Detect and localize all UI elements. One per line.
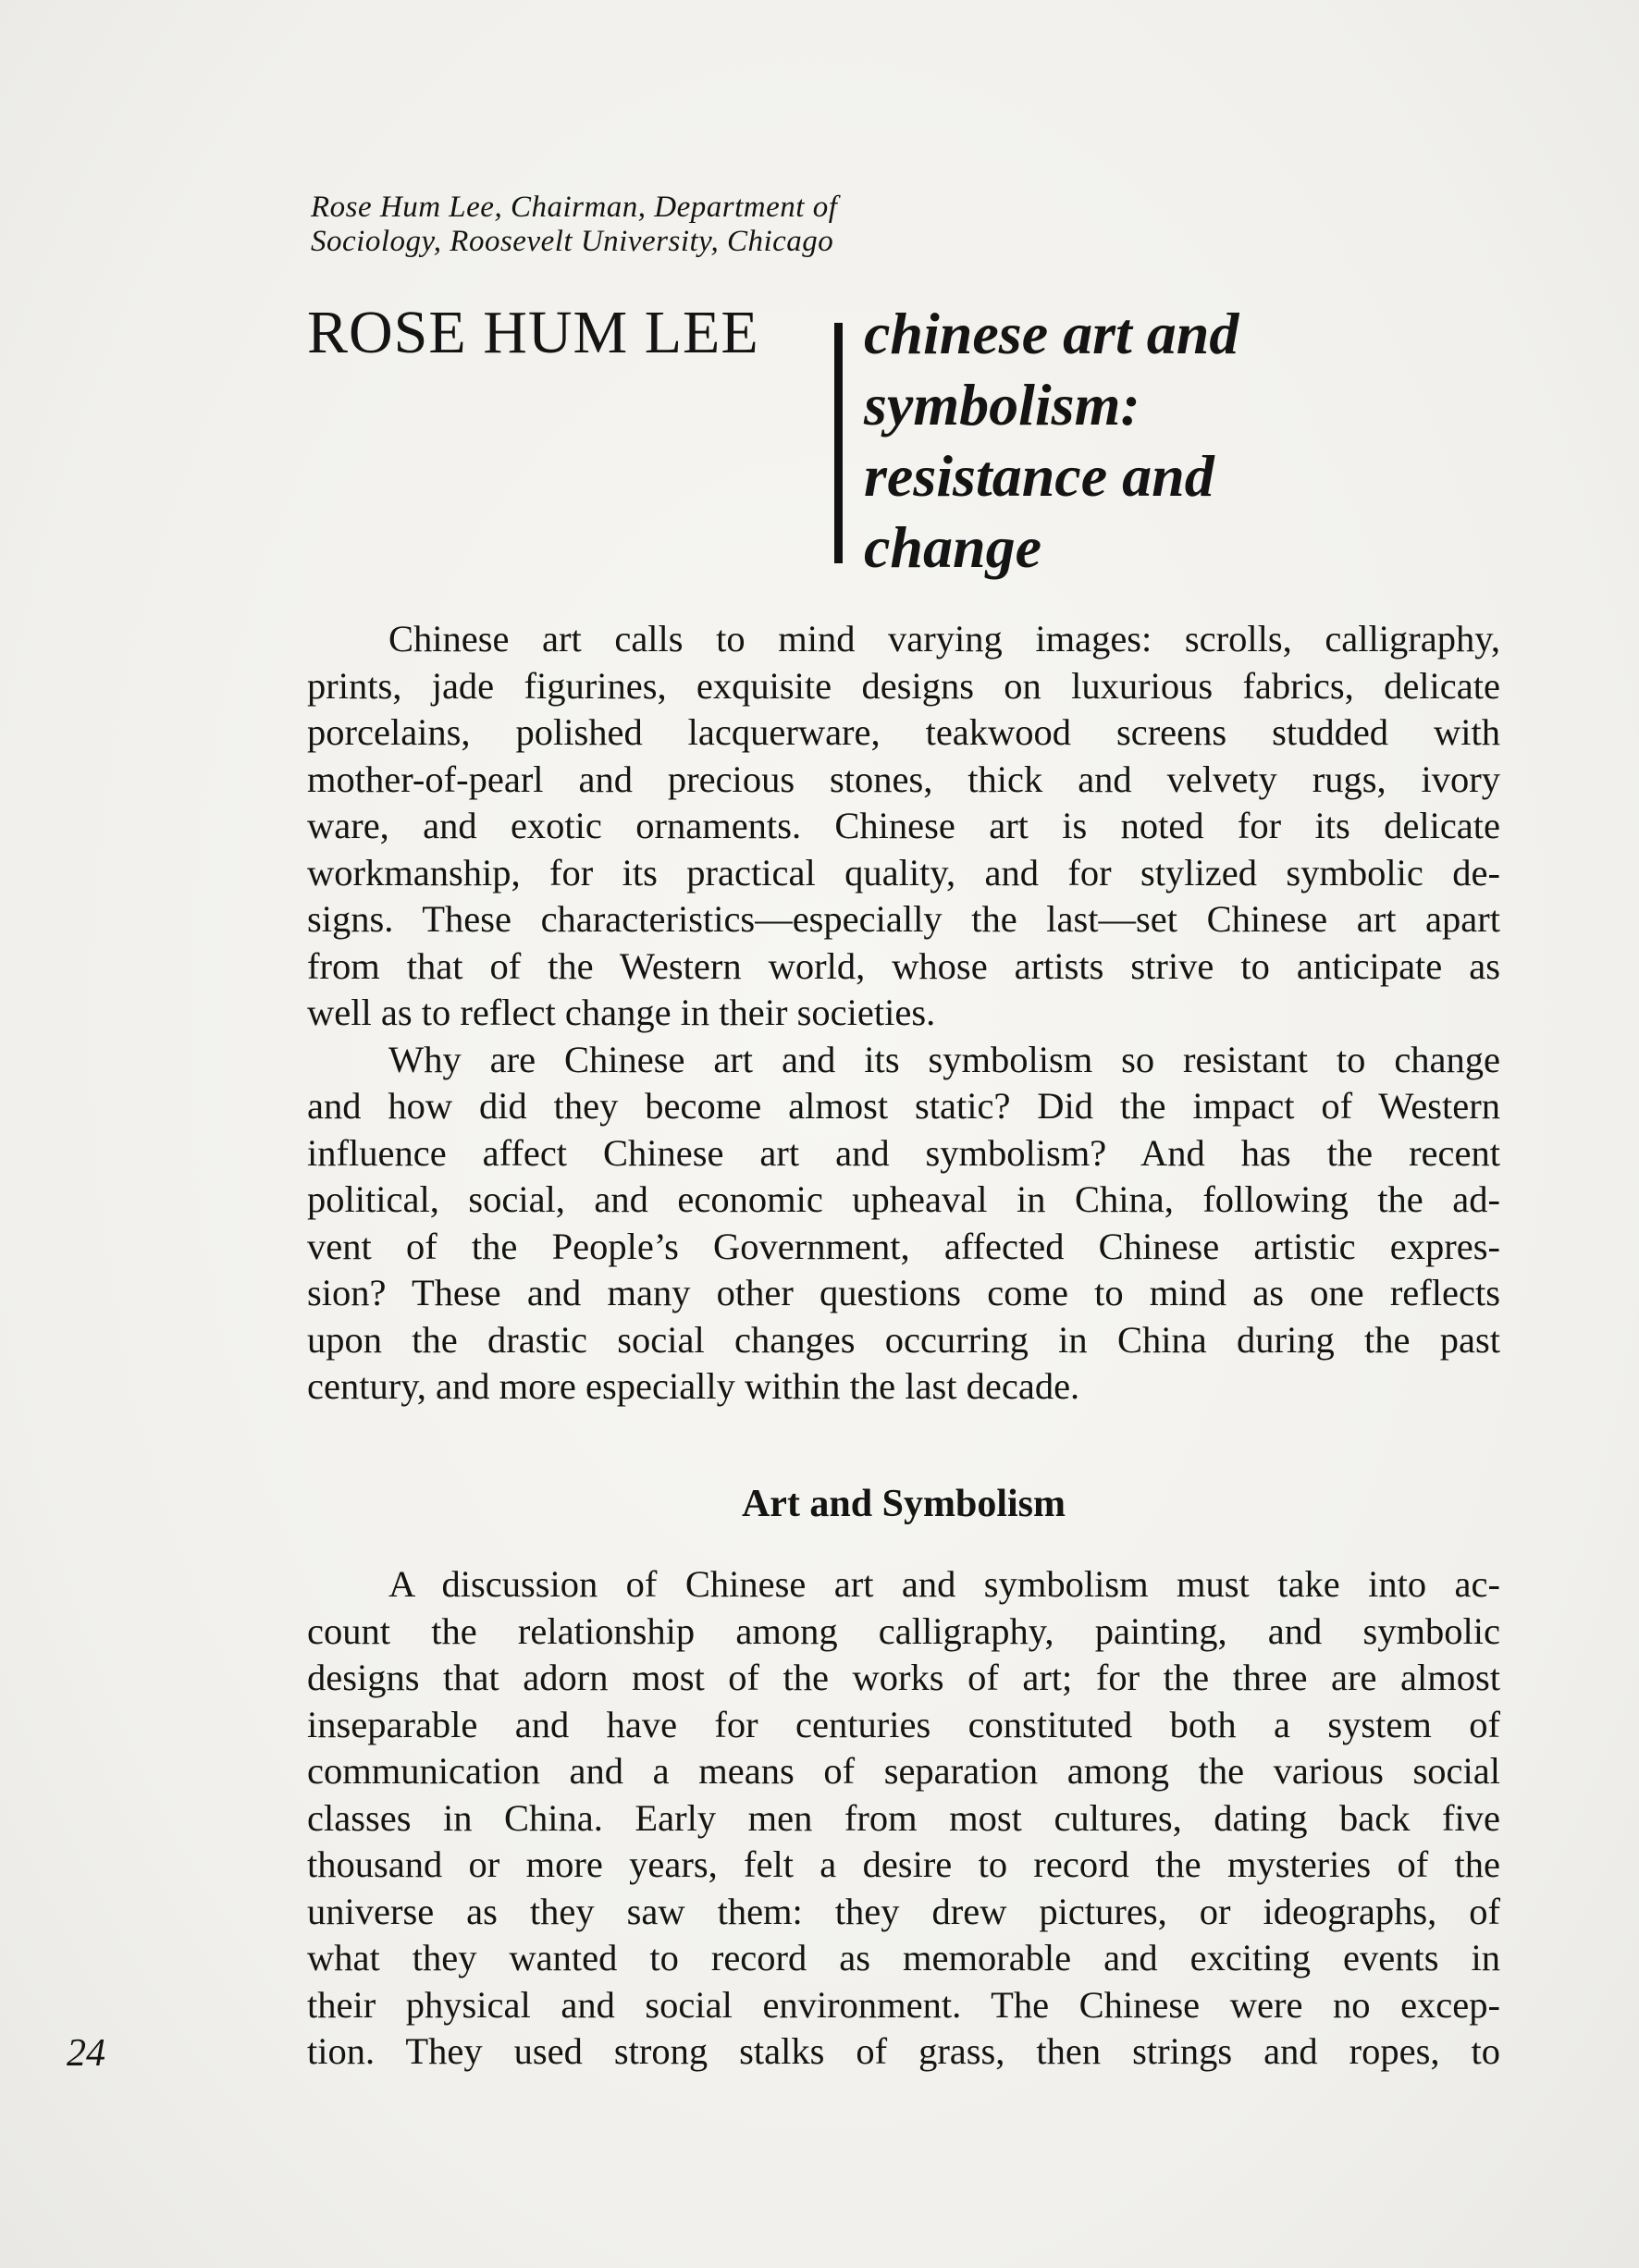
text-line: universe as they saw them: they drew pictures, or ideographs, of — [307, 1890, 1500, 1932]
text-line: prints, jade figurines, exquisite designs on luxurious fabrics, delicate — [307, 664, 1500, 707]
section-text — [307, 1561, 1500, 2076]
text-line: what they wanted to record as memorable and exciting events in — [307, 1937, 1500, 1978]
title-line: chinese art and — [864, 301, 1239, 366]
author-name: ROSE HUM LEE — [307, 299, 759, 366]
text-line: inseparable and have for centuries constituted both a system of — [307, 1703, 1500, 1745]
text-line: tion. They used strong stalks of grass, then strings and ropes, to — [307, 2030, 1500, 2072]
text-line: Why are Chinese art and its symbolism so resistant to change — [388, 1038, 1500, 1080]
text-line: thousand or more years, felt a desire to record the mysteries of the — [307, 1843, 1500, 1885]
text-line: their physical and social environment. The Chinese were no excep- — [307, 1983, 1500, 2026]
text-line: A discussion of Chinese art and symbolism must take into ac- — [388, 1563, 1500, 1605]
text-line: century, and more especially within the last decade. — [307, 1365, 1080, 1407]
title-line: symbolism: — [864, 372, 1140, 438]
text-line: classes in China. Early men from most cultures, dating back five — [307, 1796, 1500, 1839]
intro-text — [307, 616, 1500, 1411]
text-line: Chinese art calls to mind varying images: scrolls, calligraphy, — [388, 618, 1500, 659]
text-line: sion? These and many other questions come to mind as one reflects — [307, 1272, 1500, 1313]
author-affiliation — [311, 191, 1014, 259]
section-heading: Art and Symbolism — [741, 1483, 1066, 1525]
text-line: designs that adorn most of the works of art; for the three are almost — [307, 1657, 1500, 1698]
affiliation-line: Sociology, Roosevelt University, Chicago — [311, 225, 834, 258]
text-line: porcelains, polished lacquerware, teakwood screens studded with — [307, 711, 1500, 753]
text-line: ware, and exotic ornaments. Chinese art is noted for its delicate — [307, 805, 1500, 846]
title-line: change — [864, 514, 1041, 580]
text-line: vent of the People’s Government, affected Chinese artistic expres- — [307, 1225, 1500, 1267]
affiliation-line: Rose Hum Lee, Chairman, Department of — [311, 191, 838, 224]
text-line: communication and a means of separation among the various social — [307, 1750, 1500, 1792]
text-line: upon the drastic social changes occurring in China during the past — [307, 1318, 1500, 1361]
text-line: political, social, and economic upheaval in China, following the ad- — [307, 1178, 1500, 1220]
text-line: and how did they become almost static? Did the impact of Western — [307, 1085, 1500, 1127]
text-line: workmanship, for its practical quality, and for stylized symbolic de- — [307, 851, 1500, 894]
text-line: signs. These characteristics—especially the last—set Chinese art apart — [307, 898, 1500, 940]
text-line: from that of the Western world, whose artists strive to anticipate as — [307, 944, 1500, 987]
text-line: mother-of-pearl and precious stones, thick and velvety rugs, ivory — [307, 758, 1500, 800]
paragraph — [307, 1561, 1500, 2076]
text-line: influence affect Chinese art and symbolism? And has the recent — [307, 1131, 1500, 1174]
text-line: well as to reflect change in their societies. — [307, 992, 936, 1033]
title-divider — [834, 323, 843, 563]
page-number: 24 — [67, 2032, 105, 2075]
article-title — [864, 298, 1345, 583]
title-line: resistance and — [864, 443, 1214, 509]
text-line: count the relationship among calligraphy, painting, and symbolic — [307, 1609, 1500, 1652]
paragraph — [307, 1037, 1500, 1411]
paragraph — [307, 616, 1500, 1037]
